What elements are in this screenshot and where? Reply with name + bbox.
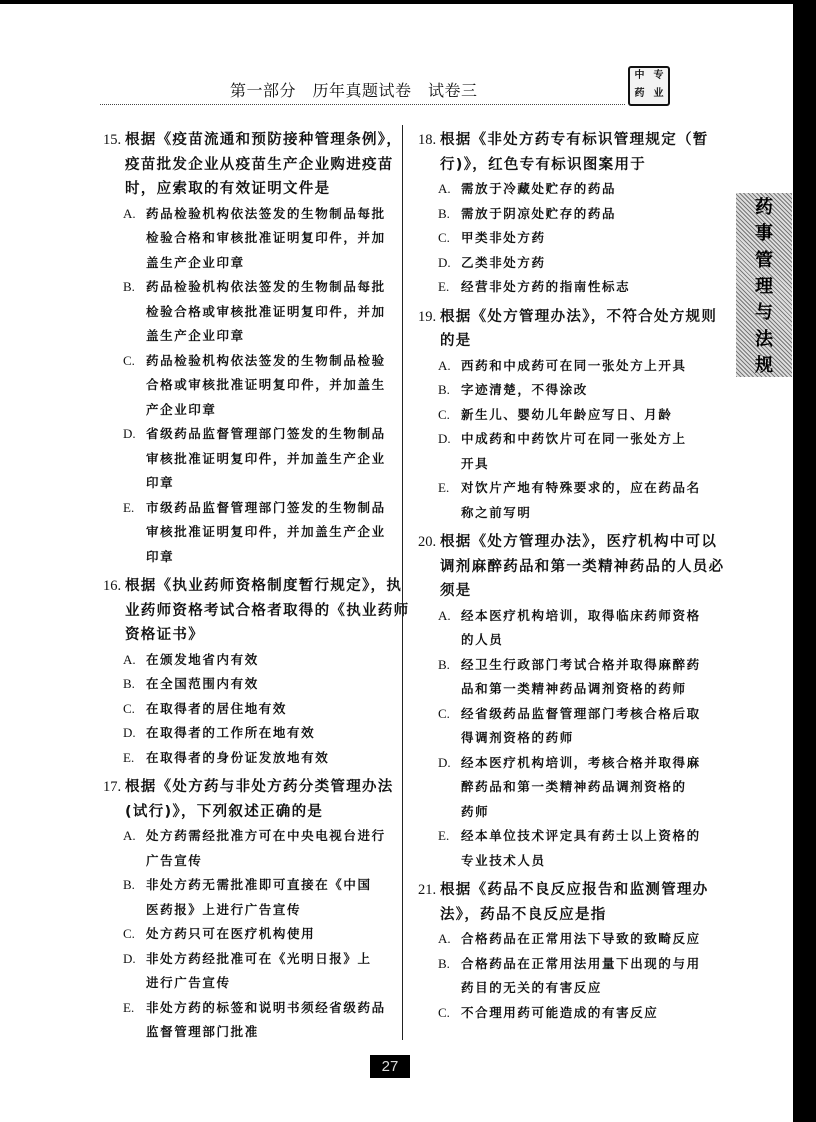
answer-option-line xyxy=(418,427,693,452)
answer-option-line xyxy=(103,922,398,947)
left-column xyxy=(103,128,410,1050)
option-text: 进行广告宣传 xyxy=(146,975,231,990)
option-text: 合格药品在正常用法用量下出现的与用 xyxy=(461,955,701,971)
side-tab-char: 事 xyxy=(755,223,773,245)
option-text: 广告宣传 xyxy=(146,852,203,868)
side-tab-char: 理 xyxy=(755,275,773,297)
option-text: 处方药需经批准方可在中央电视台进行 xyxy=(146,828,386,843)
answer-option-line xyxy=(103,898,398,923)
option-text: 监督管理部门批准 xyxy=(146,1024,259,1039)
option-label: C. xyxy=(438,1004,450,1020)
option-text: 非处方药无需批准即可直接在《中国 xyxy=(146,877,372,892)
answer-option-line xyxy=(103,873,398,898)
question-text: 根据《药品不良反应报告和监测管理办 xyxy=(440,882,709,898)
answer-option-line xyxy=(418,702,701,727)
option-text: 非处方药的标签和说明书须经省级药品 xyxy=(146,999,386,1015)
option-text: 在取得者的身份证发放地有效 xyxy=(146,749,330,765)
question xyxy=(418,305,718,526)
option-text: 在全国范围内有效 xyxy=(146,676,259,691)
option-label: D. xyxy=(123,725,136,740)
answer-option-line xyxy=(418,800,693,825)
option-text: 专业技术人员 xyxy=(461,852,546,868)
question-text: 的是 xyxy=(440,333,472,349)
option-text: 处方药只可在医疗机构使用 xyxy=(146,926,316,941)
option-text: 检验合格和审核批准证明复印件，并加 xyxy=(146,230,386,245)
option-label: B. xyxy=(123,877,135,892)
side-tab-char: 与 xyxy=(755,302,773,324)
option-label: C. xyxy=(438,406,450,422)
option-text: 在颁发地省内有效 xyxy=(146,651,259,667)
question-stem-line xyxy=(103,775,398,800)
answer-option-line xyxy=(103,697,398,722)
option-label: A. xyxy=(123,651,136,667)
logo-char: 业 xyxy=(653,88,664,99)
option-text: 西药和中成药可在同一张处方上开具 xyxy=(461,357,687,373)
question-number: 16. xyxy=(103,578,122,594)
scan-border-right xyxy=(793,0,816,1122)
answer-option-line xyxy=(418,604,701,629)
option-label: B. xyxy=(438,955,450,971)
question xyxy=(418,530,725,873)
option-text: 开具 xyxy=(461,455,490,471)
option-text: 经本医疗机构培训，考核合格并取得麻 xyxy=(461,754,701,770)
logo-char: 药 xyxy=(634,88,645,99)
option-label: B. xyxy=(123,676,135,691)
option-text: 印章 xyxy=(146,475,175,490)
answer-option-line xyxy=(103,300,398,325)
option-text: 非处方药经批准可在《光明日报》上 xyxy=(146,950,372,966)
answer-option-line xyxy=(418,354,693,379)
option-text: 在取得者的工作所在地有效 xyxy=(146,725,316,740)
option-text: 印章 xyxy=(146,548,175,564)
option-text: 审核批准证明复印件，并加盖生产企业 xyxy=(146,450,386,466)
option-text: 得调剂资格的药师 xyxy=(461,730,574,745)
question-stem-line xyxy=(418,153,693,178)
option-text: 药品检验机构依法签发的生物制品检验 xyxy=(146,352,386,368)
option-text: 盖生产企业印章 xyxy=(146,254,245,270)
question-stem-line xyxy=(103,177,398,202)
question-stem-line xyxy=(103,599,410,624)
option-label: E. xyxy=(438,279,450,294)
question-stem-line xyxy=(103,800,398,825)
option-label: E. xyxy=(123,499,135,515)
answer-option-line xyxy=(418,251,693,276)
answer-option-line xyxy=(418,824,701,849)
answer-option-line xyxy=(103,672,398,697)
option-label: B. xyxy=(438,382,450,397)
question xyxy=(103,574,410,770)
answer-option-line xyxy=(103,275,398,300)
option-text: 中成药和中药饮片可在同一张处方上 xyxy=(461,431,687,446)
logo-char: 专 xyxy=(653,70,664,81)
option-label: C. xyxy=(438,230,450,245)
option-label: C. xyxy=(123,926,135,941)
option-text: 的人员 xyxy=(461,632,504,647)
answer-option-line xyxy=(103,202,398,227)
option-text: 在取得者的居住地有效 xyxy=(146,700,288,716)
answer-option-line xyxy=(103,545,398,570)
answer-option-line xyxy=(103,947,398,972)
option-text: 字迹清楚，不得涂改 xyxy=(461,382,588,397)
side-tab-char: 药 xyxy=(755,197,773,219)
option-label: E. xyxy=(123,999,135,1015)
option-label: E. xyxy=(438,828,450,843)
option-text: 新生儿、婴幼儿年龄应写日、月龄 xyxy=(461,406,673,422)
question-stem-line xyxy=(418,305,718,330)
option-label: A. xyxy=(438,357,451,373)
question-text: 根据《非处方药专有标识管理规定（暂 xyxy=(440,132,709,148)
header-divider xyxy=(100,104,625,105)
option-text: 经营非处方药的指南性标志 xyxy=(461,279,631,294)
answer-option-line xyxy=(103,398,398,423)
answer-option-line xyxy=(418,177,693,202)
option-text: 经本单位技术评定具有药士以上资格的 xyxy=(461,828,701,843)
answer-option-line xyxy=(103,824,398,849)
option-text: 品和第一类精神药品调剂资格的药师 xyxy=(461,681,687,696)
answer-option-line xyxy=(418,403,693,428)
option-text: 合格药品在正常用法下导致的致畸反应 xyxy=(461,931,701,946)
option-text: 经省级药品监督管理部门考核合格后取 xyxy=(461,705,701,721)
side-tab-char: 规 xyxy=(755,354,773,376)
question-stem-line xyxy=(418,530,718,555)
question-text: 须是 xyxy=(440,583,472,599)
option-label: A. xyxy=(438,181,451,196)
question-number: 19. xyxy=(418,308,437,325)
option-label: A. xyxy=(438,607,451,623)
answer-option-line xyxy=(418,677,693,702)
option-label: C. xyxy=(123,352,135,368)
answer-option-line xyxy=(103,349,398,374)
option-text: 产企业印章 xyxy=(146,401,217,417)
side-tab-char: 法 xyxy=(755,328,773,350)
option-text: 药目的无关的有害反应 xyxy=(461,980,603,995)
answer-option-line xyxy=(103,447,398,472)
book-logo xyxy=(628,66,670,106)
question-text: (试行)》，下列叙述正确的是 xyxy=(125,803,324,820)
question-stem-line xyxy=(418,878,709,903)
option-label: A. xyxy=(123,205,136,221)
option-text: 合格或审核批准证明复印件，并加盖生 xyxy=(146,377,386,392)
answer-option-line xyxy=(418,849,693,874)
option-text: 盖生产企业印章 xyxy=(146,328,245,343)
question xyxy=(418,128,709,300)
option-label: E. xyxy=(123,749,135,765)
answer-option-line xyxy=(103,471,398,496)
option-text: 药师 xyxy=(461,803,490,819)
answer-option-line xyxy=(418,952,701,977)
option-label: D. xyxy=(438,254,451,270)
option-text: 甲类非处方药 xyxy=(461,230,546,245)
answer-option-line xyxy=(418,775,693,800)
page-number: 27 xyxy=(370,1055,410,1078)
answer-option-line xyxy=(103,520,398,545)
answer-option-line xyxy=(418,1001,693,1026)
question-text: 根据《处方管理办法》，不符合处方规则 xyxy=(440,308,718,325)
question-number: 18. xyxy=(418,132,437,148)
option-text: 药品检验机构依法签发的生物制品每批 xyxy=(146,205,386,221)
question-stem-line xyxy=(418,329,693,354)
option-label: A. xyxy=(438,931,451,946)
option-label: B. xyxy=(123,279,135,294)
section-side-tab xyxy=(736,193,792,377)
answer-option-line xyxy=(418,501,693,526)
question-stem-line xyxy=(103,574,403,599)
answer-option-line xyxy=(418,628,693,653)
option-label: D. xyxy=(123,426,136,441)
answer-option-line xyxy=(418,927,701,952)
answer-option-line xyxy=(103,971,398,996)
answer-option-line xyxy=(418,275,693,300)
question-text: 法》，药品不良反应是指 xyxy=(440,906,607,923)
scan-border-top xyxy=(0,0,816,4)
option-label: B. xyxy=(438,205,450,221)
question-text: 根据《疫苗流通和预防接种管理条例》， xyxy=(125,132,403,148)
answer-option-line xyxy=(103,996,398,1021)
option-label: D. xyxy=(438,431,451,446)
answer-option-line xyxy=(418,726,693,751)
question-stem-line xyxy=(418,128,709,153)
question-stem-line xyxy=(103,153,398,178)
answer-option-line xyxy=(103,496,398,521)
option-text: 省级药品监督管理部门签发的生物制品 xyxy=(146,426,386,441)
page-header-title: 第一部分 历年真题试卷 试卷三 xyxy=(230,81,478,100)
question-stem-line xyxy=(103,128,403,153)
question-stem-line xyxy=(418,555,725,580)
logo-char: 中 xyxy=(634,70,645,81)
option-text: 需放于阴凉处贮存的药品 xyxy=(461,205,617,221)
question-text: 时，应索取的有效证明文件是 xyxy=(125,181,331,197)
question-text: 根据《执业药师资格制度暂行规定》，执 xyxy=(125,578,403,594)
option-text: 醉药品和第一类精神药品调剂资格的 xyxy=(461,779,687,794)
answer-option-line xyxy=(103,251,398,276)
option-text: 不合理用药可能造成的有害反应 xyxy=(461,1004,659,1020)
option-text: 经卫生行政部门考试合格并取得麻醉药 xyxy=(461,656,701,672)
question-stem-line xyxy=(418,579,693,604)
option-label: C. xyxy=(123,700,135,716)
option-text: 检验合格或审核批准证明复印件，并加 xyxy=(146,303,386,319)
question xyxy=(418,878,709,1025)
question-stem-line xyxy=(103,623,398,648)
question-stem-line xyxy=(418,903,693,928)
question-number: 20. xyxy=(418,534,437,550)
answer-option-line xyxy=(418,202,693,227)
question-number: 15. xyxy=(103,132,122,148)
option-text: 称之前写明 xyxy=(461,504,532,520)
right-column xyxy=(418,128,725,1030)
answer-option-line xyxy=(103,226,398,251)
option-label: D. xyxy=(438,754,451,770)
option-text: 审核批准证明复印件，并加盖生产企业 xyxy=(146,524,386,539)
answer-option-line xyxy=(103,1020,398,1045)
question-text: 疫苗批发企业从疫苗生产企业购进疫苗 xyxy=(125,156,394,173)
answer-option-line xyxy=(418,226,693,251)
answer-option-line xyxy=(418,378,693,403)
option-label: E. xyxy=(438,480,450,495)
question-text: 资格证书》 xyxy=(125,627,204,643)
option-text: 医药报》上进行广告宣传 xyxy=(146,901,302,917)
answer-option-line xyxy=(103,721,398,746)
answer-option-line xyxy=(418,976,693,1001)
option-text: 药品检验机构依法签发的生物制品每批 xyxy=(146,279,386,294)
option-label: C. xyxy=(438,705,450,721)
question-text: 调剂麻醉药品和第一类精神药品的人员必 xyxy=(440,558,725,575)
answer-option-line xyxy=(418,476,701,501)
answer-option-line xyxy=(103,648,398,673)
option-label: D. xyxy=(123,950,136,966)
option-text: 对饮片产地有特殊要求的，应在药品名 xyxy=(461,480,701,495)
question-number: 21. xyxy=(418,882,437,898)
option-text: 乙类非处方药 xyxy=(461,254,546,270)
column-divider xyxy=(402,125,403,1040)
answer-option-line xyxy=(103,422,398,447)
option-label: B. xyxy=(438,656,450,672)
option-label: A. xyxy=(123,828,136,843)
question-text: 根据《处方药与非处方药分类管理办法 xyxy=(125,779,394,795)
question-number: 17. xyxy=(103,779,122,795)
answer-option-line xyxy=(103,746,398,771)
question xyxy=(103,128,403,569)
answer-option-line xyxy=(103,373,398,398)
answer-option-line xyxy=(103,849,398,874)
option-text: 经本医疗机构培训，取得临床药师资格 xyxy=(461,607,701,623)
option-text: 市级药品监督管理部门签发的生物制品 xyxy=(146,499,386,515)
option-text: 需放于冷藏处贮存的药品 xyxy=(461,181,617,196)
side-tab-char: 管 xyxy=(755,249,773,271)
answer-option-line xyxy=(418,751,701,776)
question xyxy=(103,775,398,1045)
answer-option-line xyxy=(418,653,701,678)
question-text: 行)》，红色专有标识图案用于 xyxy=(440,156,647,173)
question-text: 根据《处方管理办法》，医疗机构中可以 xyxy=(440,534,718,550)
answer-option-line xyxy=(103,324,398,349)
question-text: 业药师资格考试合格者取得的《执业药师 xyxy=(125,602,410,619)
answer-option-line xyxy=(418,452,693,477)
